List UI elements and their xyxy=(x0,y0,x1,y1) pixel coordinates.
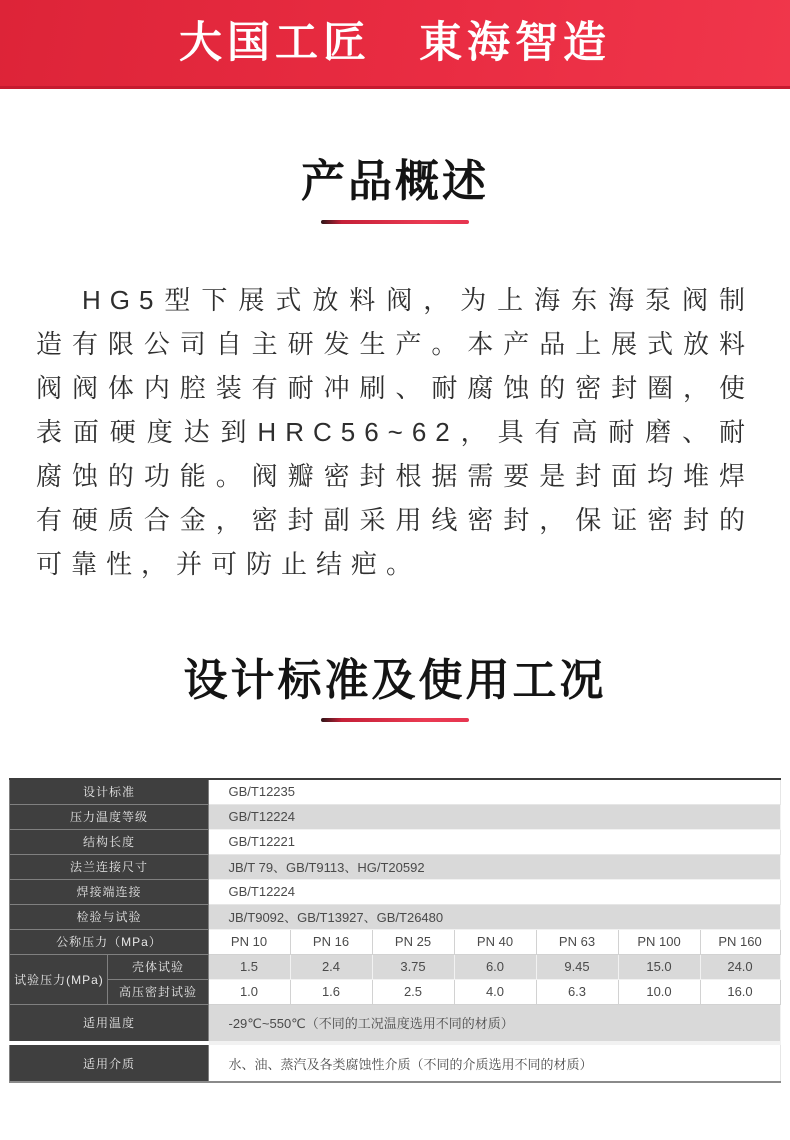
pressure-value-cell: 4.0 xyxy=(454,979,536,1004)
pressure-value-cell: 24.0 xyxy=(700,954,780,979)
table-row xyxy=(10,779,780,804)
pressure-value-cell: 1.0 xyxy=(208,979,290,1004)
pn-header-cell: PN 160 xyxy=(700,929,780,954)
table-row-temperature xyxy=(10,1004,780,1043)
pressure-value-cell: 2.4 xyxy=(290,954,372,979)
pressure-value-cell: 2.5 xyxy=(372,979,454,1004)
spec-value-flange-dimensions: JB/T 79、GB/T9113、HG/T20592 xyxy=(208,854,780,879)
pressure-value-cell: 6.3 xyxy=(536,979,618,1004)
table-row-shell-test xyxy=(10,954,780,979)
pressure-value-cell: 1.6 xyxy=(290,979,372,1004)
spec-sublabel-shell-test: 壳体试验 xyxy=(108,954,208,979)
title-underline-overview xyxy=(321,220,469,224)
table-row xyxy=(10,854,780,879)
pn-header-cell: PN 16 xyxy=(290,929,372,954)
table-row-hp-seal-test xyxy=(10,979,780,1004)
spec-value-pressure-temp-rating: GB/T12224 xyxy=(208,804,780,829)
table-row-nominal-pressure xyxy=(10,929,780,954)
product-overview-paragraph: HG5型下展式放料阀，为上海东海泵阀制造有限公司自主研发生产。本产品上展式放料阀阀体内腔装有耐冲刷、耐腐蚀的密封圈，使表面硬度达到HRC56~62，具有高耐磨、耐腐蚀的功能。阀瓣密封根据需要是封面均堆焊有硬质合金，密封副采用线密封，保证密封的可靠性，并可防止结疤。 xyxy=(36,284,754,579)
brand-banner xyxy=(0,0,790,89)
pn-header-cell: PN 25 xyxy=(372,929,454,954)
pressure-value-cell: 3.75 xyxy=(372,954,454,979)
pressure-value-cell: 15.0 xyxy=(618,954,700,979)
table-row xyxy=(10,879,780,904)
spec-value-inspection-test: JB/T9092、GB/T13927、GB/T26480 xyxy=(208,904,780,929)
pressure-value-cell: 6.0 xyxy=(454,954,536,979)
spec-label-applicable-temperature: 适用温度 xyxy=(10,1004,208,1043)
spec-value-design-standard: GB/T12235 xyxy=(208,779,780,804)
spec-label-nominal-pressure: 公称压力（MPa） xyxy=(10,929,208,954)
spec-label-pressure-temp-rating: 压力温度等级 xyxy=(10,804,208,829)
spec-label-flange-dimensions: 法兰连接尺寸 xyxy=(10,854,208,879)
spec-value-structure-length: GB/T12221 xyxy=(208,829,780,854)
pn-header-cell: PN 40 xyxy=(454,929,536,954)
spec-label-test-pressure: 试验压力(MPa) xyxy=(10,954,108,1004)
pressure-value-cell: 16.0 xyxy=(700,979,780,1004)
spec-label-applicable-medium: 适用介质 xyxy=(10,1043,208,1082)
table-row xyxy=(10,829,780,854)
pressure-value-cell: 1.5 xyxy=(208,954,290,979)
spec-label-design-standard: 设计标准 xyxy=(10,779,208,804)
pn-header-cell: PN 63 xyxy=(536,929,618,954)
pressure-value-cell: 10.0 xyxy=(618,979,700,1004)
table-row-medium xyxy=(10,1043,780,1082)
spec-table xyxy=(9,778,780,1083)
spec-label-inspection-test: 检验与试验 xyxy=(10,904,208,929)
brand-banner-title: 大国工匠 東海智造 xyxy=(179,18,611,67)
table-row xyxy=(10,804,780,829)
table-row xyxy=(10,904,780,929)
spec-value-applicable-temperature: -29℃~550℃（不同的工况温度选用不同的材质） xyxy=(208,1004,780,1043)
spec-sublabel-hp-seal-test: 高压密封试验 xyxy=(108,979,208,1004)
section-title-design-standards: 设计标准及使用工况 xyxy=(183,655,607,705)
title-underline-design-standards xyxy=(321,718,469,722)
spec-label-weld-end-connection: 焊接端连接 xyxy=(10,879,208,904)
pn-header-cell: PN 10 xyxy=(208,929,290,954)
pn-header-cell: PN 100 xyxy=(618,929,700,954)
spec-value-applicable-medium: 水、油、蒸汽及各类腐蚀性介质（不同的介质选用不同的材质） xyxy=(208,1043,780,1082)
spec-label-structure-length: 结构长度 xyxy=(10,829,208,854)
pressure-value-cell: 9.45 xyxy=(536,954,618,979)
section-title-product-overview: 产品概述 xyxy=(301,157,489,206)
spec-value-weld-end-connection: GB/T12224 xyxy=(208,879,780,904)
